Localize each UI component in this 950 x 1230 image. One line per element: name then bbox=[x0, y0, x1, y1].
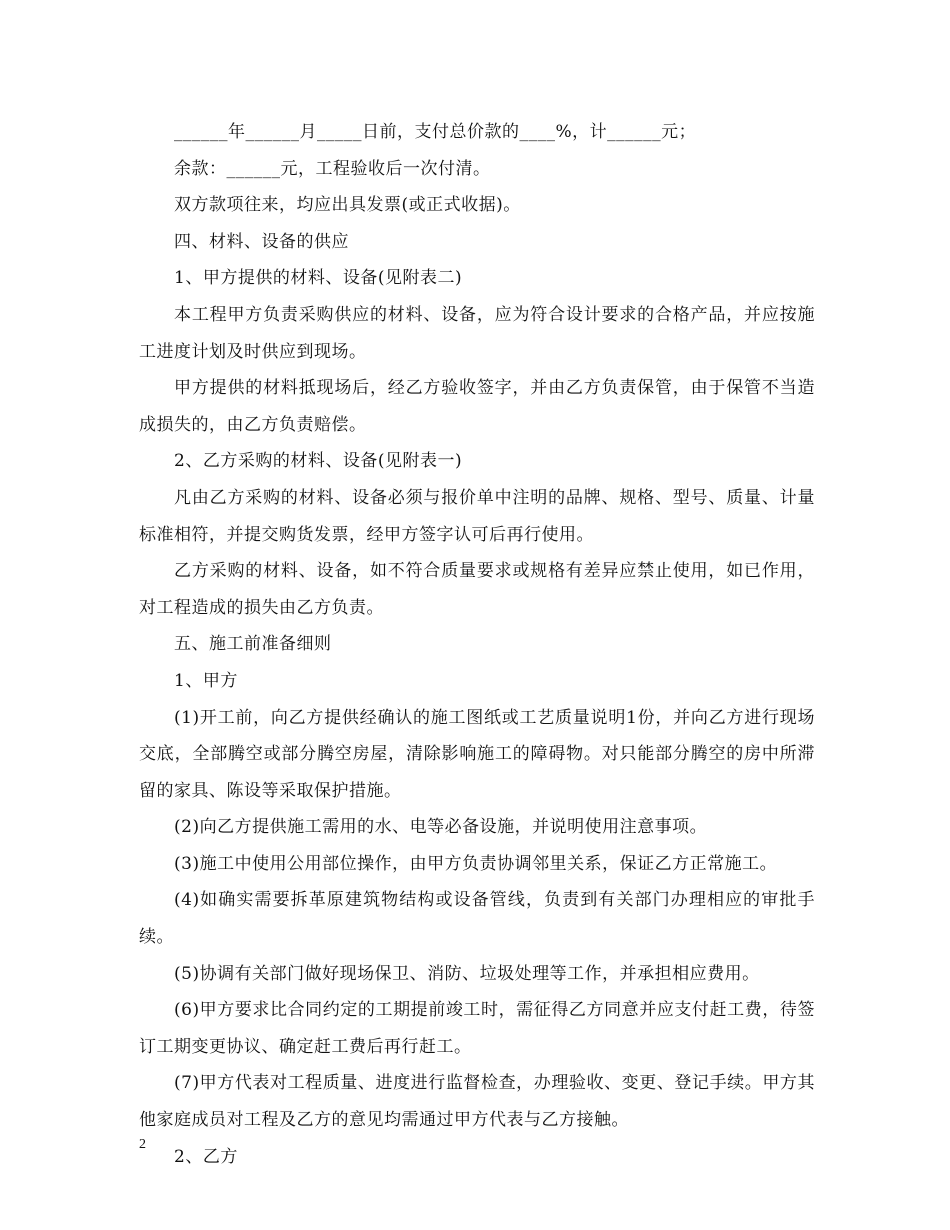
paragraph-party-b-quality: 乙方采购的材料、设备，如不符合质量要求或规格有差异应禁止使用，如已作用，对工程造成的损失由乙方负责。 bbox=[139, 561, 815, 618]
paragraph-party-a-supply: 本工程甲方负责采购供应的材料、设备，应为符合设计要求的合格产品，并应按施工进度计划及时供应到现场。 bbox=[139, 304, 815, 362]
list-item-party-a-4: (4)如确实需要拆革原建筑物结构或设备管线，负责到有关部门办理相应的审批手续。 bbox=[139, 890, 815, 948]
payment-schedule-line: ______年______月_____日前，支付总价款的____%，计______元； bbox=[174, 122, 697, 142]
subsection-heading-party-a: 1、甲方 bbox=[174, 670, 238, 691]
paragraph-party-a-custody: 甲方提供的材料抵现场后，经乙方验收签字，并由乙方负责保管，由于保管不当造成损失的，由乙方负责赔偿。 bbox=[139, 378, 815, 435]
list-item-party-a-5: (5)协调有关部门做好现场保卫、消防、垃圾处理等工作，并承担相应费用。 bbox=[174, 963, 760, 984]
list-item-party-a-2: (2)向乙方提供施工需用的水、电等必备设施，并说明使用注意事项。 bbox=[174, 817, 708, 838]
list-item-party-a-3: (3)施工中使用公用部位操作，由甲方负责协调邻里关系，保证乙方正常施工。 bbox=[174, 853, 778, 874]
list-item-party-a-6: (6)甲方要求比合同约定的工期提前竣工时，需征得乙方同意并应支付赶工费，待签订工期变更协议、确定赶工费后再行赶工。 bbox=[139, 1000, 815, 1057]
page-number: 2 bbox=[139, 1137, 146, 1152]
subsection-heading-party-b-materials: 2、乙方采购的材料、设备(见附表一) bbox=[174, 451, 463, 472]
paragraph-party-b-purchase: 凡由乙方采购的材料、设备必须与报价单中注明的品牌、规格、型号、质量、计量标准相符，并提交购货发票，经甲方签字认可后再行使用。 bbox=[139, 487, 815, 545]
invoice-requirement-line: 双方款项往来，均应出具发票(或正式收据)。 bbox=[174, 195, 521, 216]
list-item-party-a-1: (1)开工前，向乙方提供经确认的施工图纸或工艺质量说明1份，并向乙方进行现场交底，全部腾空或部分腾空房屋，清除影响施工的障碍物。对只能部分腾空的房中所滞留的家具、陈设等采取保护措施。 bbox=[139, 707, 815, 801]
section-heading-preparation: 五、施工前准备细则 bbox=[174, 634, 332, 655]
section-heading-materials: 四、材料、设备的供应 bbox=[174, 231, 349, 252]
subsection-heading-party-b: 2、乙方 bbox=[174, 1146, 238, 1167]
list-item-party-a-7: (7)甲方代表对工程质量、进度进行监督检查，办理验收、变更、登记手续。甲方其他家庭成员对工程及乙方的意见均需通过甲方代表与乙方接触。 bbox=[139, 1073, 815, 1131]
document-body bbox=[139, 114, 815, 1175]
balance-payment-line: 余款：______元，工程验收后一次付清。 bbox=[174, 158, 491, 179]
subsection-heading-party-a-materials: 1、甲方提供的材料、设备(见附表二) bbox=[174, 268, 463, 289]
